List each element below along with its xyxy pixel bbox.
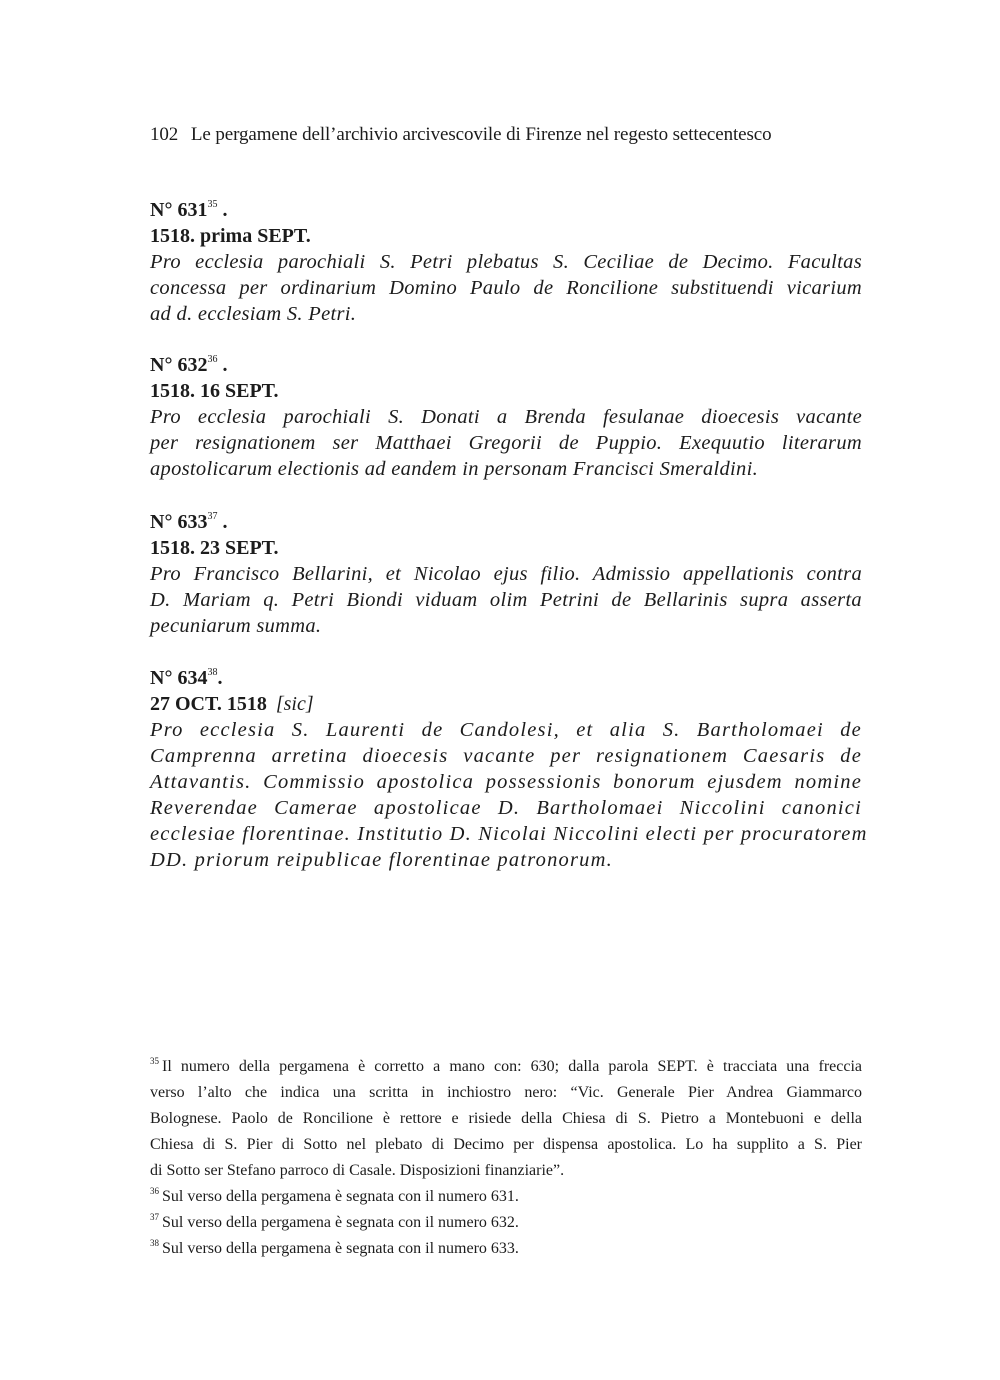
summary-line: Reverendae Camerae apostolicae D. Bartholomaei Niccolini canonici [150,797,862,819]
summary-line: concessa per ordinarium Domino Paulo de Roncilione substituendi vicarium [150,277,862,299]
footnote-marker: 35 [150,1056,159,1066]
footnote-text: Sul verso della pergamena è segnata con il numero 632. [162,1214,519,1231]
summary-line: pecuniarum summa. [150,615,322,637]
summary-line: apostolicarum electionis ad eandem in personam Francisci Smeraldini. [150,458,758,480]
footnote-marker: 37 [150,1212,159,1222]
entry-summary [150,404,862,482]
summary-line: DD. priorum reipublicae florentinae patronorum. [150,849,613,871]
entry-number [150,352,862,378]
entry-number [150,509,862,535]
entry-number-suffix: . [217,667,223,689]
entry-date-label: 27 OCT. 1518 [150,693,267,715]
regesto-entry-632 [150,352,862,482]
entry-summary [150,249,862,327]
footnote-37 [150,1210,862,1236]
footnote-line: di Sotto ser Stefano parroco di Casale. Disposizioni finanziarie”. [150,1162,565,1179]
summary-line: Camprenna arretina dioecesis vacante per resignationem Caesaris de [150,745,862,767]
sic-annotation: [sic] [275,693,314,715]
summary-line: Attavantis. Commissio apostolica possessionis bonorum ejusdem nomine [150,771,862,793]
entry-date: 1518. prima SEPT. [150,225,311,247]
entry-number [150,197,862,223]
footnote-reference[interactable]: 36 [207,354,218,365]
footnote-line: Chiesa di S. Pier di Sotto nel plebato di Decimo per dispensa apostolica. Lo ha supplito a S. Pier [150,1136,862,1153]
entry-summary [150,717,868,873]
entry-number-suffix: . [222,199,228,221]
entry-number-label: N° 633 [150,511,208,533]
entry-number-label: N° 634 [150,667,208,689]
summary-line: Pro Francisco Bellarini, et Nicolao ejus filio. Admissio appellationis contra [150,563,862,585]
footnote-line [150,1210,862,1236]
footnote-text: Sul verso della pergamena è segnata con il numero 633. [162,1240,519,1257]
summary-line: D. Mariam q. Petri Biondi viduam olim Petrini de Bellarinis supra asserta [150,589,862,611]
regesto-entry-633 [150,509,862,639]
footnote-line: verso l’alto che indica una scritta in inchiostro nero: “Vic. Generale Pier Andrea Giammarco [150,1084,862,1101]
footnote-marker: 36 [150,1186,159,1196]
summary-line: per resignationem ser Matthaei Gregorii de Puppio. Exequutio literarum [150,432,862,454]
summary-line: ad d. ecclesiam S. Petri. [150,303,357,325]
summary-line: Pro ecclesia parochiali S. Donati a Brenda fesulanae dioecesis vacante [150,406,862,428]
regesto-entry-631 [150,197,862,327]
running-header [150,124,772,146]
footnote-line [150,1184,862,1210]
footnote-38 [150,1236,862,1262]
entry-number [150,665,862,691]
footnote-reference[interactable]: 38 [207,667,218,678]
footnote-line: Bolognese. Paolo de Roncilione è rettore e risiede della Chiesa di S. Pietro a Montebuoni e della [150,1110,862,1127]
entry-number-suffix: . [222,511,228,533]
footnote-reference[interactable]: 35 [207,199,218,210]
summary-line: Pro ecclesia parochiali S. Petri plebatus S. Ceciliae de Decimo. Facultas [150,251,862,273]
footnote-line [150,1236,862,1262]
footnote-line [150,1054,862,1080]
entry-number-suffix: . [222,354,228,376]
entry-date: 1518. 23 SEPT. [150,537,279,559]
entry-date [150,691,862,717]
footnote-text: Il numero della pergamena è corretto a mano con: 630; dalla parola SEPT. è tracciata una freccia [162,1058,862,1075]
page-number: 102 [150,124,179,145]
entry-number-label: N° 631 [150,199,208,221]
footnote-text: Sul verso della pergamena è segnata con il numero 631. [162,1188,519,1205]
footnote-marker: 38 [150,1238,159,1248]
footnotes-section [150,1054,862,1262]
entry-number-label: N° 632 [150,354,208,376]
summary-line: ecclesiae florentinae. Institutio D. Nicolai Niccolini electi per procuratorem [150,823,868,845]
footnote-reference[interactable]: 37 [207,511,218,522]
entry-summary [150,561,862,639]
running-title: Le pergamene dell’archivio arcivescovile di Firenze nel regesto settecentesco [190,124,772,145]
summary-line: Pro ecclesia S. Laurenti de Candolesi, et alia S. Bartholomaei de [150,719,862,741]
footnote-35 [150,1054,862,1184]
entry-date: 1518. 16 SEPT. [150,380,279,402]
regesto-entry-634 [150,665,868,873]
footnote-36 [150,1184,862,1210]
